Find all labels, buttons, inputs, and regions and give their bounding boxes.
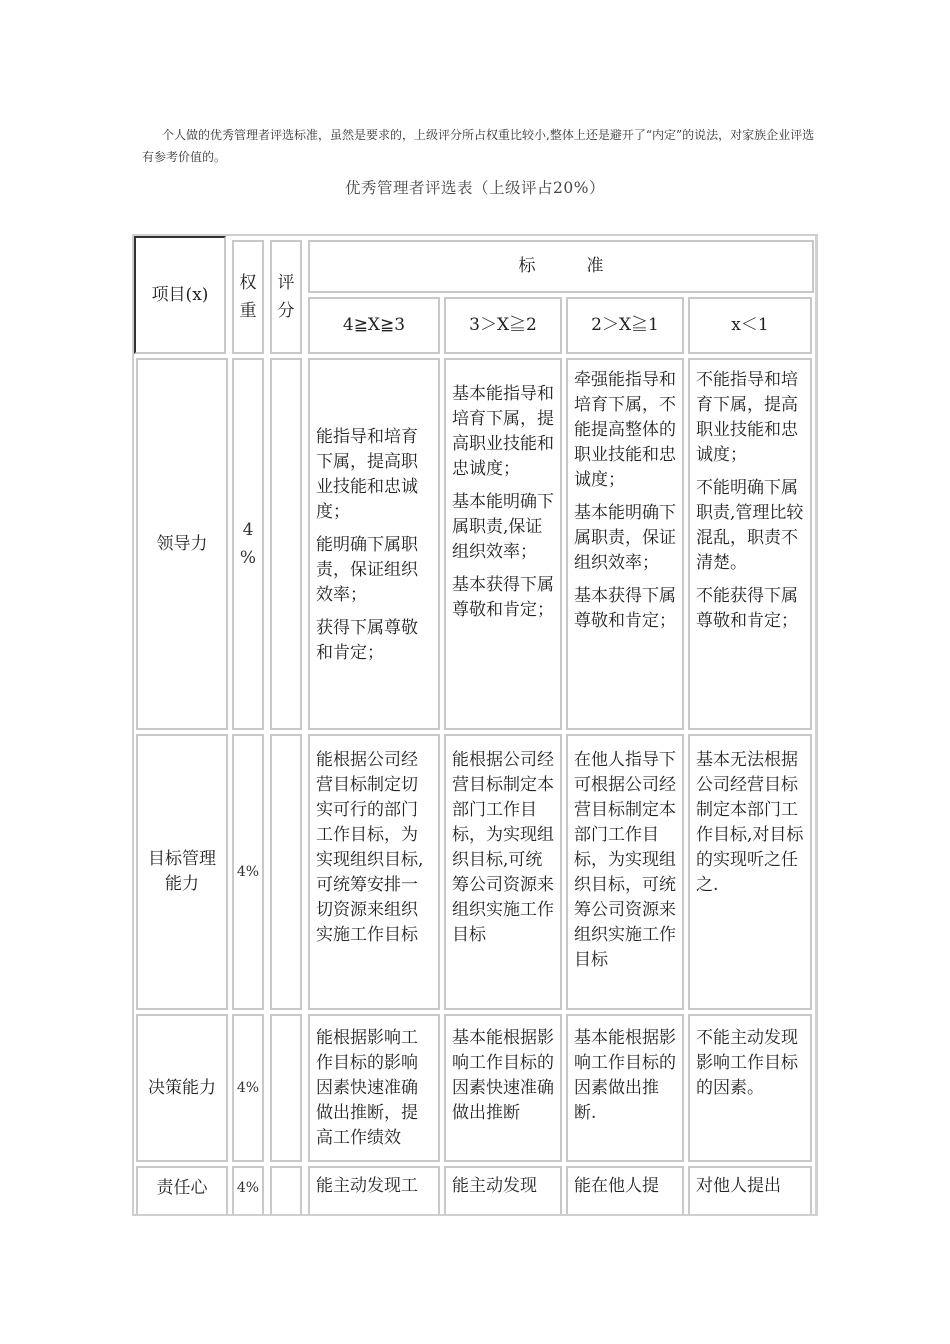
criteria-responsibility-2: [444, 1166, 562, 1216]
header-score: [270, 240, 302, 354]
criteria-text: 基本能明确下属职责,保证组织效率；: [452, 492, 554, 562]
criteria-text: 基本能指导和培育下属，提高职业技能和忠诚度；: [452, 384, 554, 479]
criteria-text: 能主动发现工: [316, 1176, 418, 1196]
criteria-text: 能指导和培育下属，提高职业技能和忠诚度；: [316, 426, 418, 522]
criteria-text: 能根据公司经营目标制定切实可行的部门工作目标，为实现组织目标,可统筹安排一切资源来组织实施工作目标: [316, 750, 424, 945]
criteria-text: 不能主动发现影响工作目标的因素。: [696, 1028, 798, 1098]
criteria-decision-1: [308, 1014, 440, 1162]
criteria-text: 对他人提出: [696, 1176, 781, 1196]
criteria-text: 不能获得下属尊敬和肯定；: [696, 586, 798, 631]
row-score-leadership: [270, 358, 302, 730]
header-weight-1: 权: [239, 273, 257, 293]
header-score-1: 评: [277, 273, 295, 293]
criteria-text: 牵强能指导和培育下属，不能提高整体的职业技能和忠诚度；: [574, 370, 676, 490]
criteria-objective-3: [566, 734, 684, 1010]
row-weight-decision: 4%: [232, 1014, 264, 1162]
row-weight-leadership-num: 4: [242, 520, 254, 540]
criteria-objective-4: [688, 734, 812, 1010]
row-weight-leadership-pct: %: [239, 548, 257, 568]
header-weight-2: 重: [239, 301, 257, 321]
criteria-text: 能在他人提: [574, 1176, 659, 1196]
row-weight-responsibility: 4%: [232, 1166, 264, 1216]
criteria-text: 能根据公司经营目标制定本部门工作目标，为实现组织目标,可统筹公司资源来组织实施工作目标: [452, 750, 554, 945]
criteria-leadership-3: [566, 358, 684, 730]
header-level-3: 2＞X≧1: [566, 297, 684, 354]
criteria-text: 基本能明确下属职责，保证组织效率；: [574, 503, 676, 573]
row-weight-leadership: [232, 358, 264, 730]
criteria-text: 能主动发现: [452, 1176, 537, 1196]
criteria-text: 基本获得下属尊敬和肯定；: [452, 575, 554, 620]
criteria-responsibility-1: [308, 1166, 440, 1216]
header-level-1: 4≧X≧3: [308, 297, 440, 354]
criteria-responsibility-4: [688, 1166, 812, 1216]
row-score-objective: [270, 734, 302, 1010]
row-item-decision: 决策能力: [136, 1014, 228, 1162]
row-item-responsibility: 责任心: [136, 1166, 228, 1216]
header-weight: [232, 240, 264, 354]
header-level-4: x＜1: [688, 297, 812, 354]
criteria-decision-4: [688, 1014, 812, 1162]
criteria-decision-3: [566, 1014, 684, 1162]
criteria-leadership-1: [308, 358, 440, 730]
criteria-text: 基本获得下属尊敬和肯定；: [574, 586, 676, 631]
row-weight-objective: 4%: [232, 734, 264, 1010]
criteria-leadership-4: [688, 358, 812, 730]
criteria-objective-2: [444, 734, 562, 1010]
row-item-leadership: 领导力: [136, 358, 228, 730]
row-score-responsibility: [270, 1166, 302, 1216]
criteria-responsibility-3: [566, 1166, 684, 1216]
criteria-text: 获得下属尊敬和肯定；: [316, 617, 418, 663]
criteria-text: 基本能根据影响工作目标的因素做出推断.: [574, 1028, 676, 1123]
row-item-objective: 目标管理能力: [136, 734, 228, 1010]
criteria-decision-2: [444, 1014, 562, 1162]
criteria-text: 能根据影响工作目标的影响因素快速准确做出推断，提高工作绩效: [316, 1028, 418, 1148]
header-level-2: 3＞X≧2: [444, 297, 562, 354]
page-title: 优秀管理者评选表（上级评占20%）: [345, 179, 605, 197]
header-standard: 标 准: [308, 240, 814, 293]
evaluation-table: [132, 234, 818, 1216]
criteria-text: 基本无法根据公司经营目标制定本部门工作目标,对目标的实现听之任之.: [696, 750, 804, 895]
criteria-text: 能明确下属职责，保证组织效率；: [316, 534, 418, 605]
header-item: 项目(x): [134, 236, 226, 354]
header-score-2: 分: [277, 301, 295, 321]
criteria-text: 在他人指导下可根据公司经营目标制定本部门工作目标，为实现组织目标，可统筹公司资源来组织实施工作目标: [574, 750, 676, 970]
criteria-leadership-2: [444, 358, 562, 730]
criteria-text: 基本能根据影响工作目标的因素快速准确做出推断: [452, 1028, 554, 1123]
intro-paragraph: 个人做的优秀管理者评选标准，虽然是要求的，上级评分所占权重比较小,整体上还是避开了“内定”的说法，对家族企业评选有参考价值的。: [142, 128, 815, 164]
criteria-objective-1: [308, 734, 440, 1010]
criteria-text: 不能指导和培育下属，提高职业技能和忠诚度；: [696, 370, 798, 465]
criteria-text: 不能明确下属职责,管理比较混乱，职责不清楚。: [696, 478, 804, 573]
row-score-decision: [270, 1014, 302, 1162]
